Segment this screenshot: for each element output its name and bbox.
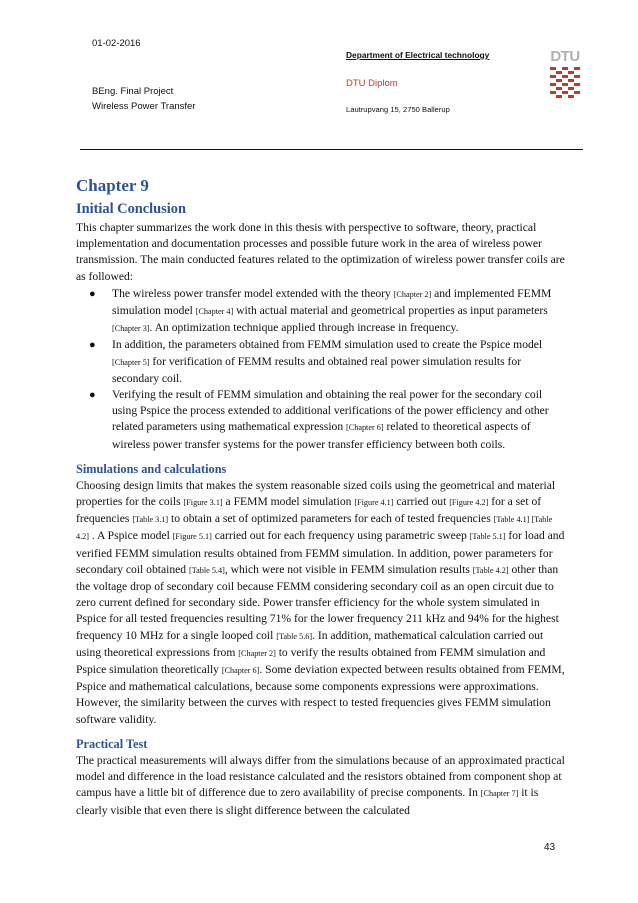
- body-text: , which were not visible in FEMM simulation results: [224, 562, 473, 576]
- bullet-icon: ●: [89, 339, 96, 352]
- simulations-paragraph: [76, 478, 566, 728]
- body-text: for verification of FEMM results and obtained real power simulation results for secondary coil.: [112, 354, 522, 385]
- cross-reference: [Table 4.1] [Table 4.2]: [76, 515, 553, 542]
- body-text: for a set of frequencies: [76, 495, 542, 526]
- bullet-item: [89, 387, 566, 453]
- body-text: . In addition, mathematical calculation carried out using theoretical expressions from: [76, 628, 544, 659]
- section-title: Initial Conclusion: [76, 201, 186, 217]
- body-text: other than the voltage drop of secondary coil because FEMM considering secondary coil as an open circuit due to zero current defined for secondary side. Power transfer efficiency for the whole system simulated in Pspice for all tested frequencies resulting 71% for the lower frequency 211 kHz and 94% for the highest frequency 10 MHz for a single looped coil: [76, 562, 559, 642]
- chapter-title: Chapter 9: [76, 176, 149, 195]
- body-text: Choosing design limits that makes the system reasonable sized coils using the geometrical and material properties for the coils: [76, 478, 556, 509]
- cross-reference: [Figure 5.1]: [172, 532, 212, 542]
- cross-reference: [Table 5.4]: [189, 565, 225, 575]
- cross-reference: [Table 5.6]: [276, 631, 313, 641]
- body-text: . An optimization technique applied through increase in frequency.: [149, 321, 459, 335]
- body-text: it is clearly visible that even there is slight difference between the calculated: [76, 786, 539, 817]
- body-text: In addition, the parameters obtained from FEMM simulation used to create the Pspice model: [112, 338, 543, 352]
- simulations-heading: Simulations and calculations: [76, 461, 227, 476]
- practical-test-heading: Practical Test: [76, 736, 148, 751]
- body-text: carried out for each frequency using parametric sweep: [211, 529, 470, 543]
- cross-reference: [Table 3.1]: [132, 515, 169, 525]
- cross-reference: [Figure 4.2]: [449, 498, 489, 508]
- body-text: and implemented FEMM simulation model: [112, 286, 552, 318]
- body-text: related to theoretical aspects of wireless power transfer systems for the power transfer efficiency between both coils.: [112, 420, 531, 451]
- body-text: The practical measurements will always differ from the simulations because of an approximated practical model and difference in the load resistance calculated and the resistors obtained from component shop at campus have a little bit of difference due to zero availability of precise components. In: [76, 753, 565, 800]
- cross-reference: [Chapter 6]: [221, 666, 260, 676]
- body-text: The wireless power transfer model extended with the theory: [112, 286, 394, 300]
- page-content: [76, 176, 566, 819]
- header-department: Department of Electrical technology: [346, 50, 490, 60]
- bullet-icon: ●: [89, 287, 96, 300]
- bullet-item: [89, 337, 566, 387]
- body-text: . Some deviation expected between results obtained from FEMM, Pspice and mathematical calculations, because some components expressions were approximations. However, the similarity between the curves with respect to tested frequencies gives FEMM simulation software validity.: [76, 663, 565, 726]
- page-number: 43: [544, 842, 556, 853]
- practical-test-paragraph: [76, 753, 566, 819]
- header-project: [92, 84, 195, 114]
- header-project-line1: BEng. Final Project: [92, 86, 174, 97]
- cross-reference: [Chapter 5]: [112, 357, 150, 367]
- header-address: Lautrupvang 15, 2750 Ballerup: [346, 105, 450, 114]
- body-text: . A Pspice model: [88, 529, 173, 543]
- cross-reference: [Table 5.1]: [469, 532, 506, 542]
- cross-reference: [Chapter 6]: [346, 423, 384, 433]
- header-date: 01-02-2016: [92, 38, 141, 49]
- bullet-icon: ●: [89, 389, 96, 402]
- header-divider: [80, 149, 583, 150]
- body-text: for load and verified FEMM simulation results obtained from FEMM simulation. In addition, power parameters for secondary coil obtained: [76, 529, 565, 576]
- body-text: a FEMM model simulation: [222, 495, 355, 509]
- cross-reference: [Figure 4.1]: [354, 498, 394, 508]
- dtu-logo-text: DTU: [550, 48, 580, 65]
- body-text: to obtain a set of optimized parameters for each of tested frequencies: [168, 512, 494, 526]
- header-project-line2: Wireless Power Transfer: [92, 101, 196, 112]
- body-text: Verifying the result of FEMM simulation and obtaining the real power for the secondary coil using Pspice the process extended to additional verifications of the power efficiency and other related parameters using mathematical expression: [112, 388, 549, 434]
- cross-reference: [Figure 3.1]: [183, 498, 223, 508]
- conclusion-bullet-list: [76, 286, 566, 453]
- dtu-logo: [548, 46, 582, 102]
- cross-reference: [Chapter 3]: [112, 324, 150, 334]
- body-text: carried out: [393, 495, 450, 509]
- cross-reference: [Table 4.2]: [472, 565, 509, 575]
- bullet-item: [89, 286, 566, 338]
- intro-paragraph: This chapter summarizes the work done in this thesis with perspective to software, theory, practical implementation and documentation processes and possible future work in the area of wireless power transmission. The main conducted features related to the optimization of wireless power transfer coils are as followed:: [76, 221, 565, 283]
- header-unit: DTU Diplom: [346, 78, 398, 89]
- cross-reference: [Chapter 7]: [480, 789, 519, 799]
- body-text: with actual material and geometrical properties as input parameters: [233, 304, 548, 318]
- cross-reference: [Chapter 2]: [238, 648, 276, 658]
- cross-reference: [Chapter 2]: [393, 289, 432, 299]
- body-text: to verify the results obtained from FEMM simulation and Pspice simulation theoretically: [76, 645, 546, 677]
- cross-reference: [Chapter 4]: [195, 307, 234, 317]
